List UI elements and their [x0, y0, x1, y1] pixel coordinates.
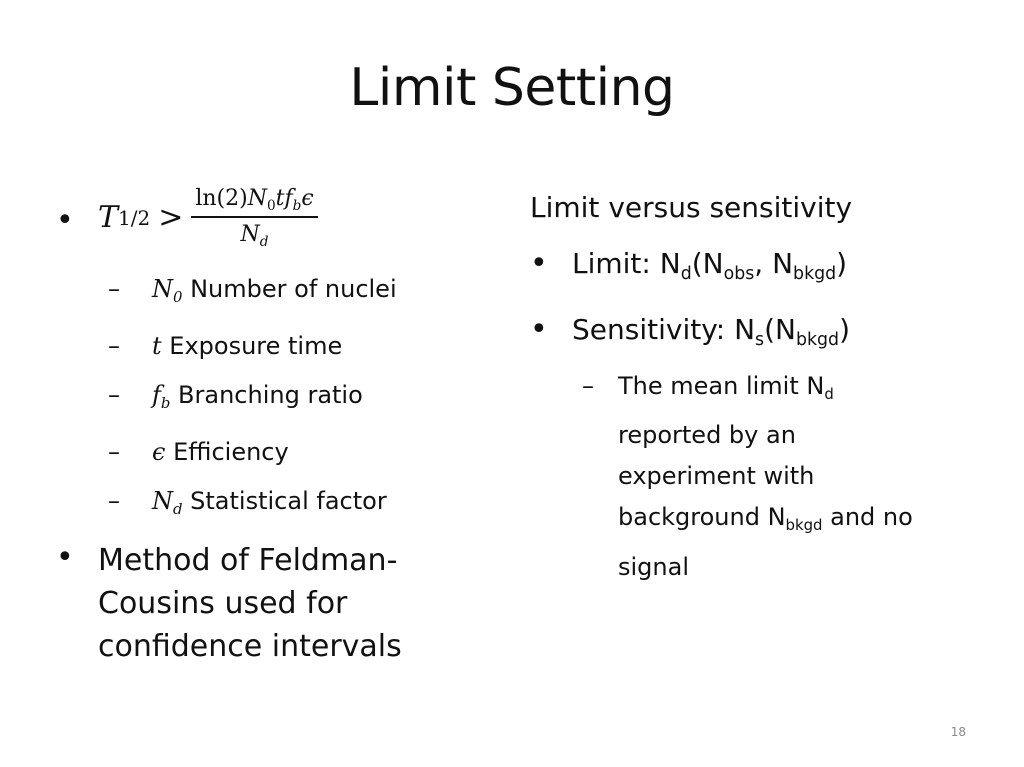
slide-title: Limit Setting — [349, 58, 675, 118]
def-item-nd: – $N_d$ Statistical factor — [108, 487, 387, 519]
def-item-epsilon: – ϵ Efficiency — [108, 438, 289, 467]
formula-lhs: T — [98, 200, 119, 236]
note-line-2: reported by an — [618, 421, 796, 450]
note-line-1: The mean limit $N_d$ — [618, 372, 834, 404]
dash: – — [108, 275, 120, 303]
def-item-n0: – $N_0$ Number of nuclei — [108, 275, 397, 307]
formula-denominator: $N_d$ — [240, 221, 269, 250]
page-number: 18 — [950, 725, 966, 739]
bullet-dot: • — [530, 246, 548, 281]
left-column — [56, 186, 476, 668]
bullet-dot: • — [56, 203, 74, 238]
right-column — [530, 190, 1000, 588]
bullet-dot: • — [56, 539, 74, 575]
formula-relation: > — [158, 200, 184, 236]
dash: – — [108, 332, 120, 361]
sensitivity-note — [582, 366, 1000, 587]
method-bullet — [56, 539, 476, 668]
half-life-formula — [98, 186, 318, 250]
dash: – — [108, 487, 120, 516]
note-line-4: background $N_{bkgd}$ and no — [618, 503, 913, 535]
limit-bullet: • Limit: $N_d(N_{obs}$, $N_{bkgd}$) — [530, 246, 848, 285]
note-line-3: experiment with — [618, 462, 815, 491]
def-item-fb: – $f_b$ Branching ratio — [108, 381, 363, 413]
sensitivity-bullet: • Sensitivity: $N_s(N_{bkgd})$ — [530, 312, 850, 351]
formula-lhs-sub: 1/2 — [118, 205, 151, 230]
note-line-5: signal — [618, 552, 689, 581]
method-line-2: Cousins used for — [98, 585, 348, 621]
dash: – — [582, 372, 594, 401]
dash: – — [108, 381, 120, 410]
formula-numerator: $\ln(2)N_0tf_b\epsilon$ — [191, 186, 317, 218]
method-line-3: confidence intervals — [98, 628, 402, 664]
method-line-1: Method of Feldman- — [98, 542, 398, 578]
def-item-t: – t Exposure time — [108, 332, 343, 361]
bullet-dot: • — [530, 312, 548, 348]
dash: – — [108, 438, 120, 467]
right-heading: Limit versus sensitivity — [530, 191, 853, 224]
formula-fraction — [191, 186, 317, 250]
formula-bullet — [56, 186, 476, 256]
definitions-list — [56, 274, 476, 525]
